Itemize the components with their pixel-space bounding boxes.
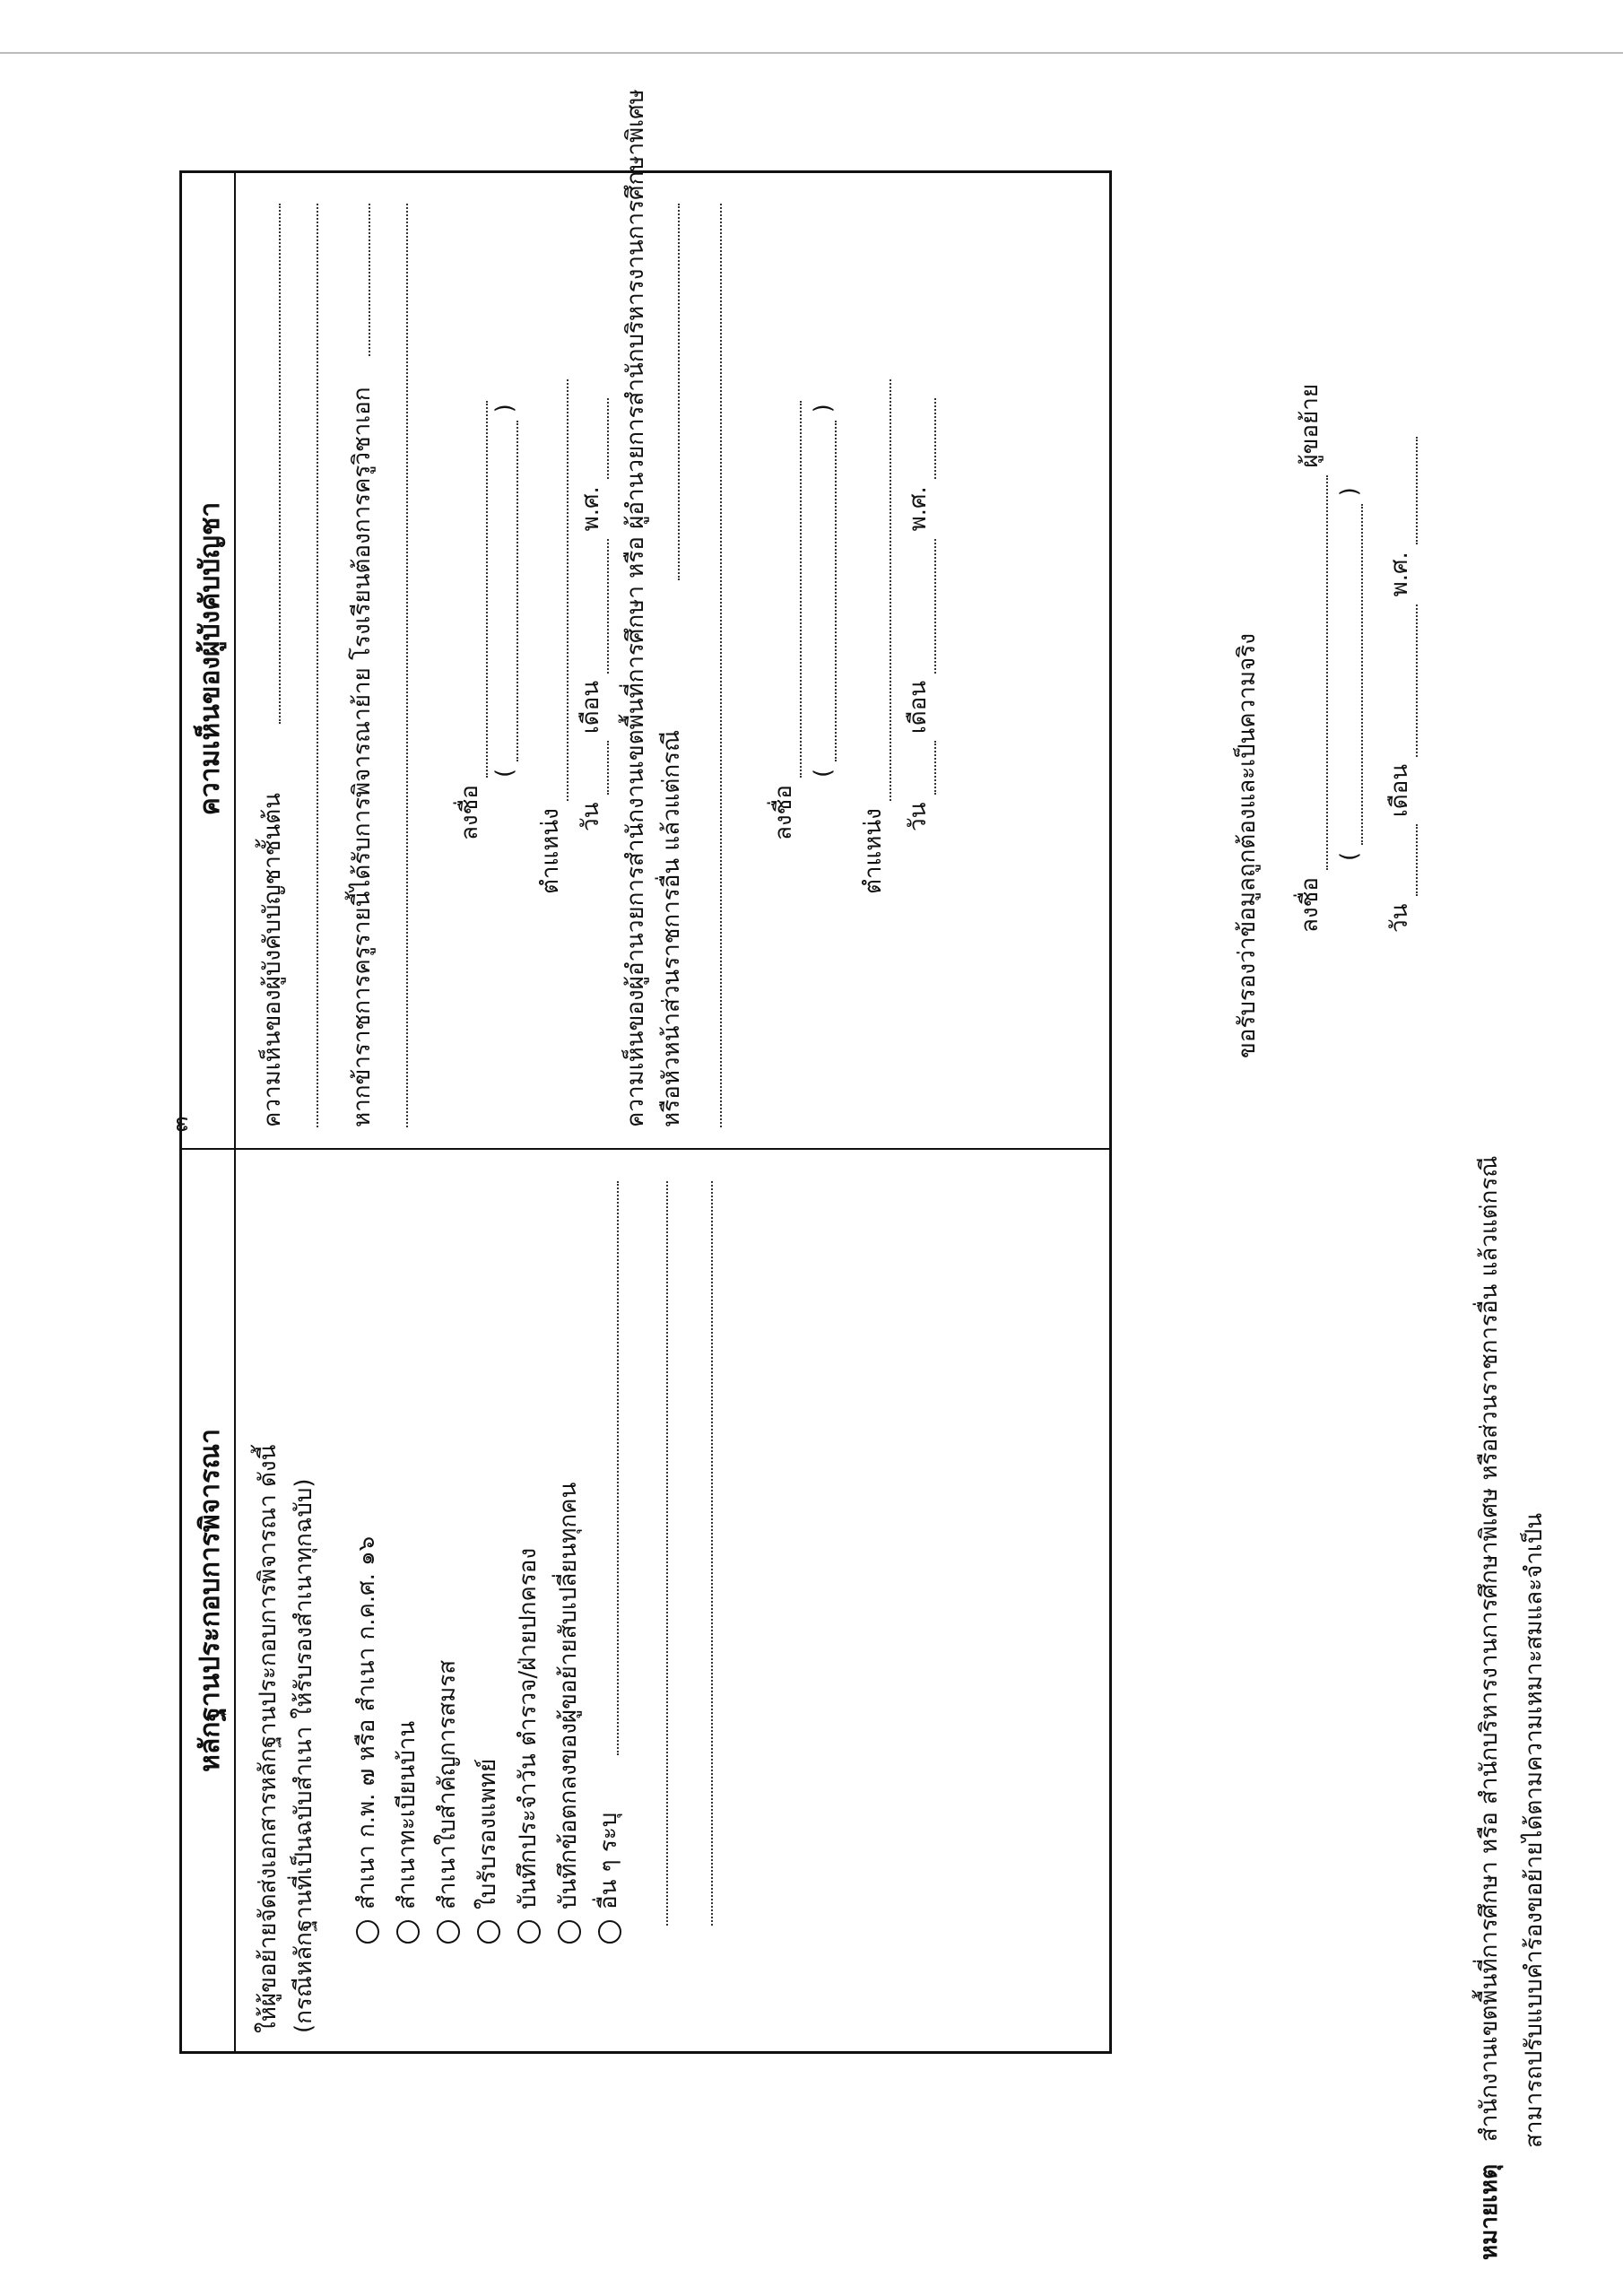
evidence-option-other: อื่น ๆ ระบุ <box>590 1813 627 1944</box>
position-label: ตำแหน่ง <box>537 808 564 894</box>
director-opinion-label: ความเห็นของผู้อำนวยการสำนักงานเขตพื้นที่การศึกษา หรือ ผู้อำนวยการสำนักบริหารงานการศึกษาพิเศษ <box>622 89 649 1127</box>
applicant-date-row: วัน เดือน พ.ศ. <box>1381 437 1418 933</box>
evidence-column-header: หลักฐานประกอบการพิจารณา <box>195 1429 226 1772</box>
evidence-option: บันทึกข้อตกลงของผู้ขอย้ายสับเปลี่ยนทุกคน <box>550 1483 586 1944</box>
scan-edge <box>0 52 1623 54</box>
column-divider <box>182 1148 1109 1150</box>
evidence-intro: ให้ผู้ขอย้ายจัดส่งเอกสารหลักฐานประกอบการพิจารณา ดังนี้ <box>255 1444 282 2033</box>
applicant-signature-line[interactable] <box>1326 475 1328 870</box>
director-position-row: ตำแหน่ง <box>855 379 891 894</box>
name-line[interactable] <box>516 421 518 761</box>
applicant-name-row: ( ) <box>1336 487 1363 861</box>
director-signature-row: ลงชื่อ <box>765 401 802 840</box>
opinion-line[interactable] <box>678 204 680 580</box>
signature-line[interactable] <box>486 401 488 778</box>
applicant-signature-row <box>1291 384 1328 933</box>
evidence-option: สำเนาทะเบียนบ้าน <box>388 1721 425 1944</box>
director-opinion-label-cont: หรือหัวหน้าส่วนราชการอื่น แล้วแต่กรณี <box>658 729 685 1127</box>
director-name-row: ( ) <box>810 404 837 778</box>
footer-line-2: สามารถปรับแบบคำร้องขอย้ายได้ตามความเหมาะสมและจำเป็น <box>1521 1512 1548 2148</box>
sign-label: ลงชื่อ <box>456 785 483 840</box>
radio-circle-icon[interactable] <box>437 1920 460 1944</box>
evidence-opinion-table <box>179 89 1112 2054</box>
first-supervisor-opinion-label: ความเห็นของผู้บังคับบัญชาชั้นต้น <box>259 793 286 1127</box>
radio-circle-icon[interactable] <box>517 1920 541 1944</box>
first-name-row: ( ) <box>491 404 518 778</box>
radio-circle-icon[interactable] <box>477 1920 500 1944</box>
header-divider <box>234 173 236 2051</box>
radio-circle-icon[interactable] <box>598 1920 621 1944</box>
radio-circle-icon[interactable] <box>396 1920 420 1944</box>
other-specify-line[interactable] <box>666 1181 668 1926</box>
major-subject-line[interactable] <box>369 204 370 356</box>
evidence-option: บันทึกประจำวัน ตำรวจ/ฝ่ายปกครอง <box>509 1548 546 1944</box>
opinion-column-header: ความเห็นของผู้บังคับบัญชา <box>195 501 226 816</box>
opinion-line[interactable] <box>406 204 408 1127</box>
other-specify-line[interactable] <box>711 1181 713 1926</box>
signature-line[interactable] <box>800 401 802 778</box>
position-line[interactable] <box>567 379 568 801</box>
footer-note <box>1471 1156 1507 2260</box>
footer-heading: หมายเหตุ <box>1476 2163 1503 2260</box>
certify-text: ขอรับรองว่าข้อมูลถูกต้องและเป็นความจริง <box>1234 633 1261 1058</box>
first-signature-row <box>451 401 488 840</box>
school-needs-label: หากข้าราชการครูรายนี้ได้รับการพิจารณาย้าย โรงเรียนต้องการครูวิชาเอก <box>349 387 376 1127</box>
first-position-row <box>532 379 568 894</box>
evidence-option: ใบรับรองแพทย์ <box>469 1759 506 1944</box>
name-line[interactable] <box>1361 504 1363 845</box>
sign-label: ลงชื่อ <box>1297 877 1324 933</box>
name-line[interactable] <box>835 421 837 761</box>
evidence-option: สำเนา ก.พ. ๗ หรือ สำเนา ก.ค.ศ. ๑๖ <box>348 1536 385 1944</box>
opinion-line[interactable] <box>279 204 281 724</box>
evidence-option: สำเนาใบสำคัญการสมรส <box>429 1660 465 1944</box>
radio-circle-icon[interactable] <box>356 1920 379 1944</box>
evidence-note: (กรณีหลักฐานที่เป็นฉบับสำเนา ให้รับรองสำเนาทุกฉบับ) <box>291 1478 317 2033</box>
position-line[interactable] <box>890 379 891 801</box>
opinion-line[interactable] <box>317 204 318 1127</box>
footer-line-1: สำนักงานเขตพื้นที่การศึกษา หรือ สำนักบริหารงานการศึกษาพิเศษ หรือส่วนราชการอื่น แล้วแต่กรณี <box>1476 1155 1503 2143</box>
page-number: - ๓ - <box>167 1100 194 1148</box>
opinion-line[interactable] <box>720 204 722 1127</box>
radio-circle-icon[interactable] <box>558 1920 581 1944</box>
director-date-row: วัน เดือน พ.ศ. <box>899 398 936 831</box>
applicant-role-label: ผู้ขอย้าย <box>1297 383 1324 468</box>
other-specify-line[interactable] <box>617 1181 619 1755</box>
first-date-row: วัน เดือน พ.ศ. <box>572 398 609 831</box>
